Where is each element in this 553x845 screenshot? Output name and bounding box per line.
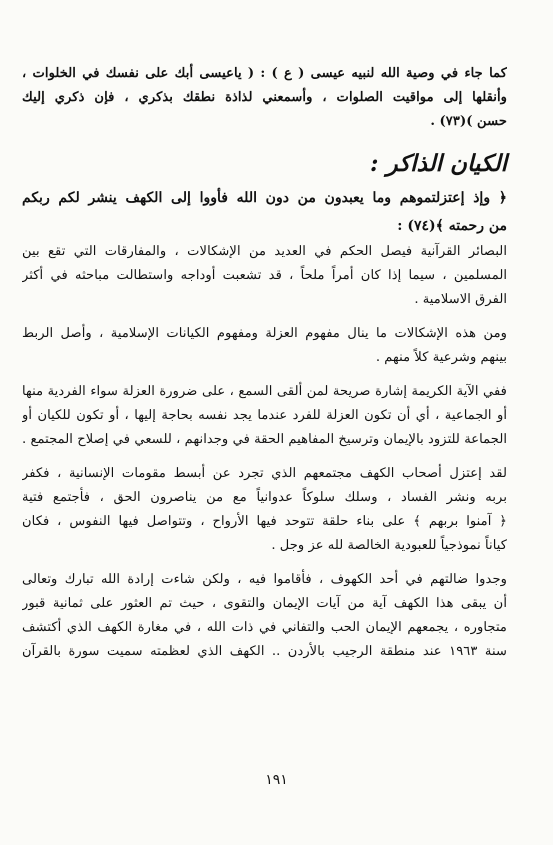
paragraph-4-line-4: كياناً نموذجياً للعبودية الخالصة لله عز وجل . [271,538,507,553]
paragraph-2-line-2: بينهم وشرعية كلاً منهم . [375,350,507,365]
paragraph-4-line-3: ﴿ آمنوا بربهم ﴾ على بناء حلقة تتوحد فيها الأرواح ، وتتواصل فيها النفوس ، فكان [22,514,507,529]
paragraph-3-line-1: ففي الآية الكريمة إشارة صريحة لمن ألقى السمع ، على ضرورة العزلة سواء الفردية منها [22,384,507,399]
paragraph-5-line-4: سنة ١٩٦٣ عند منطقة الرجيب بالأردن .. الكهف الذي لعظمته سميت سورة بالقرآن [22,644,507,659]
page-number: ١٩١ [265,772,288,788]
quote-line-1: كما جاء في وصية الله لنبيه عيسى ( ع ) : ( ياعيسى أبك على نفسك في الخلوات ، [22,66,507,81]
paragraph-4-line-1: لقد إعتزل أصحاب الكهف مجتمعهم الذي تجرد عن أبسط مقومات الإنسانية ، فكفر [22,466,507,481]
paragraph-3-line-2: أو الجماعية ، أي أن تكون العزلة للفرد عندما يجد نفسه بحاجة إليها ، أو تكون للكيان أو [22,408,507,423]
paragraph-5-line-2: أن يبقى هذا الكهف آية من آيات الإيمان والتقوى ، حيث تم العثور على ثمانية قبور [22,596,507,611]
paragraph-1-line-3: الفرق الاسلامية . [414,292,507,307]
verse-line-2: من رحمته ﴾(٧٤) : [397,218,507,234]
section-heading: الكيان الذاكر : [370,150,507,177]
quote-line-2: وأنقلها إلى مواقيت الصلوات ، وأسمعني لذاذة نطقك بذكري ، فإن ذكري إليك [22,90,507,105]
paragraph-3-line-3: الجماعة للتزود بالإيمان وترسيخ المفاهيم الحقة في وجدانهم ، للسعي في إصلاح المجتمع . [22,432,507,447]
paragraph-1-line-2: المسلمين ، سيما إذا كان أمراً ملحاً ، قد تشعبت أوداجه واستطالت مباحثه في أكثر [22,268,507,283]
paragraph-4-line-2: بربه ونشر الفساد ، وسلك سلوكاً عدوانياً مع من يناصرون الحق ، فأجتمع فتية [22,490,507,505]
paragraph-5-line-3: متجاوره ، يجمعهم الإيمان الحب والتفاني في ذات الله ، في مغارة الكهف الذي أكتشف [22,620,507,635]
page-body [22,62,507,664]
paragraph-1-line-1: البصائر القرآنية فيصل الحكم في العديد من الإشكالات ، والمفارقات التي تقع بين [22,244,507,259]
paragraph-2-line-1: ومن هذه الإشكالات ما ينال مفهوم العزلة ومفهوم الكيانات الإسلامية ، وأصل الربط [22,326,507,341]
verse-line-1: ﴿ وإذ إعتزلتموهم وما يعبدون من دون الله فأووا إلى الكهف ينشر لكم ربكم [22,190,507,206]
quote-line-3: حسن )(٧٣) . [430,114,507,129]
paragraph-5-line-1: وجدوا ضالتهم في أحد الكهوف ، فأقاموا فيه ، ولكن شاءت إرادة الله تبارك وتعالى [22,572,507,587]
